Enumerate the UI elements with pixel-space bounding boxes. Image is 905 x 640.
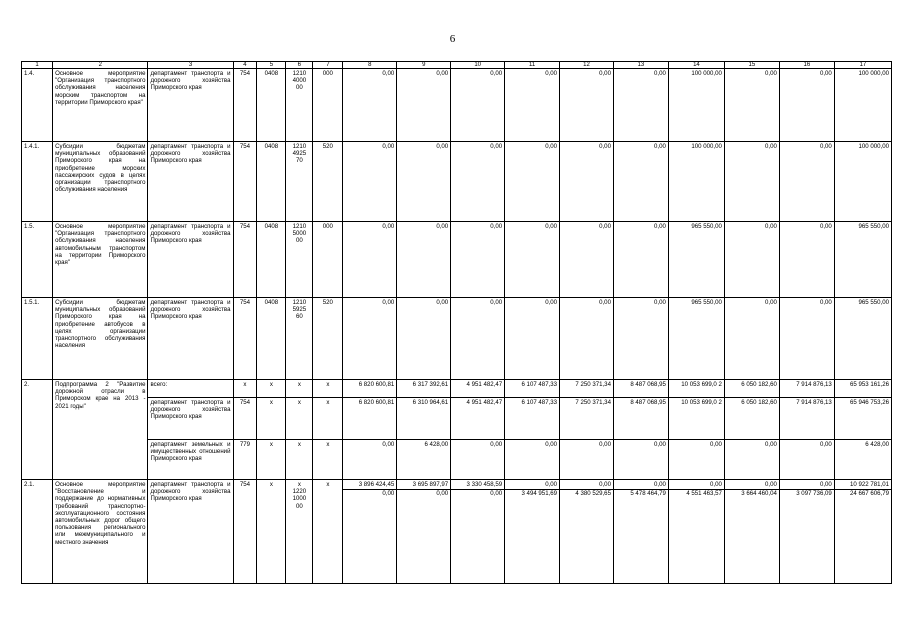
table-cell: 0,00 [451,69,505,142]
table-cell: 6 317 392,61 [397,380,451,398]
table-cell: 6 107 487,33 [505,380,560,398]
table-cell: 0408 [257,298,286,380]
table-cell: 0408 [257,222,286,298]
table-cell: 1210 4000 00 [286,69,313,142]
table-cell: Субсидии бюджетам муниципальных образований Приморского края на приобретение автобусов в целях организации транспортного обслуживания населения [53,298,148,380]
table-row [22,380,892,398]
table-cell: департамент транспорта и дорожного хозяйства Приморского края [148,298,233,380]
table-cell [505,480,560,584]
table-cell [668,480,724,584]
table-cell [779,480,834,584]
col-header: 6 [286,62,313,69]
table-cell: 0,00 [560,142,614,222]
table-cell: департамент земельных и имущественных отношений Приморского края [148,440,233,480]
table-cell: 0,00 [397,222,451,298]
cell-value-lower: 3 494 951,69 [505,489,559,498]
table-cell: 7 914 876,13 [779,380,834,398]
table-cell: 0,00 [560,440,614,480]
table-cell: 6 107 487,33 [505,398,560,440]
table-cell: Подпрограмма 2 "Развитие дорожной отрасли в Приморском крае на 2013 - 2021 годы" [53,380,148,480]
table-cell [343,480,397,584]
table-cell: 100 000,00 [834,69,891,142]
table-cell: 0,00 [613,440,668,480]
table-cell: 965 550,00 [834,298,891,380]
table-cell: 0,00 [343,142,397,222]
table-cell: 754 [233,142,257,222]
cell-value-lower: 3 664 460,04 [725,489,779,498]
table-cell: 0,00 [613,298,668,380]
table-cell: 0,00 [451,142,505,222]
table-cell: 0,00 [779,69,834,142]
table-cell: 8 487 068,95 [613,380,668,398]
cell-value-upper: 0,00 [819,481,832,488]
table-cell: х [286,440,313,480]
table-row [22,480,892,584]
table-cell: 6 050 182,60 [724,380,779,398]
table-cell: 8 487 068,95 [613,398,668,440]
table-cell: Основное мероприятие "Организация транспортного обслуживания населения морским транспортом на территории Приморского края" [53,69,148,142]
table-cell: 7 914 876,13 [779,398,834,440]
col-header: 8 [343,62,397,69]
table-cell: х [257,480,286,584]
table-cell: 0,00 [343,222,397,298]
table-cell: Основное мероприятие "Восстановление и поддержание до нормативных требований транспортно-эксплуатационного состояния автомобильных дорог общего пользования регионального или межмуниципального и местного значения [53,480,148,584]
column-number-row [22,62,892,69]
col-header: 10 [451,62,505,69]
col-header: 4 [233,62,257,69]
table-cell: 0408 [257,142,286,222]
table-cell: департамент транспорта и дорожного хозяйства Приморского края [148,222,233,298]
table-cell: 520 [313,142,343,222]
table-cell: 0,00 [613,142,668,222]
table-cell: х [313,380,343,398]
table-row [22,69,892,142]
col-header: 9 [397,62,451,69]
table-cell: 965 550,00 [668,298,724,380]
table-cell: 0,00 [343,69,397,142]
table-cell: 0,00 [397,142,451,222]
table-cell: 6 050 182,60 [724,398,779,440]
table-cell: 0,00 [397,69,451,142]
page-number: 6 [449,33,456,45]
col-header: 5 [257,62,286,69]
table-cell: 0,00 [505,222,560,298]
table-cell: 4 951 482,47 [451,398,505,440]
table-cell: 0,00 [724,69,779,142]
table-cell: 0,00 [451,298,505,380]
cell-value-lower: 5 478 464,79 [614,489,668,498]
col-header: 14 [668,62,724,69]
table-cell: 7 250 371,34 [560,380,614,398]
col-header: 7 [313,62,343,69]
table-cell: 754 [233,398,257,440]
table-cell: 1210 5925 60 [286,298,313,380]
table-row [22,440,892,480]
table-cell: х [313,480,343,584]
table-cell: 0,00 [343,298,397,380]
table-cell: 100 000,00 [668,69,724,142]
table-cell: 2. [22,380,53,480]
table-cell: 0,00 [560,222,614,298]
table-cell: 0,00 [724,440,779,480]
cell-value-lower: 0,00 [451,489,504,498]
table-cell: 1.4. [22,69,53,142]
table-cell: 0,00 [668,440,724,480]
col-header: 3 [148,62,233,69]
table-cell: 1210 5000 00 [286,222,313,298]
table-cell: 6 428,00 [397,440,451,480]
cell-value-upper: 3 330 458,59 [466,481,503,488]
cell-value-lower: 0,00 [397,489,450,498]
budget-table [21,61,892,584]
table-cell: 0,00 [724,298,779,380]
cell-value-lower: 24 667 606,79 [835,489,891,498]
table-cell: 965 550,00 [834,222,891,298]
table-cell: х [286,380,313,398]
col-header: 12 [560,62,614,69]
cell-value-upper: 0,00 [545,481,558,488]
table-cell: 0,00 [505,298,560,380]
cell-value-upper: 0,00 [654,481,666,488]
table-cell: 1.4.1. [22,142,53,222]
table-cell: 0,00 [397,298,451,380]
table-cell [724,480,779,584]
table-cell: 6 820 600,81 [343,398,397,440]
cell-value-upper: 0,00 [710,481,722,488]
table-cell: х [313,398,343,440]
cell-value-lower: 0,00 [343,489,396,498]
table-cell: департамент транспорта и дорожного хозяйства Приморского края [148,142,233,222]
table-cell: 0,00 [779,440,834,480]
table-row [22,298,892,380]
table-cell: всего: [148,380,233,398]
table-cell: 1.5.1. [22,298,53,380]
table-cell: х [233,380,257,398]
table-cell: 0,00 [779,298,834,380]
table-cell: 0,00 [779,222,834,298]
table-cell [286,480,313,584]
table-cell: х [257,380,286,398]
table-cell: 000 [313,69,343,142]
table-cell: 65 953 161,26 [834,380,891,398]
cell-value-lower: 1220 1000 00 [292,488,307,510]
table-cell: 965 550,00 [668,222,724,298]
cell-value-upper: 10 922 781,01 [850,481,889,488]
table-cell [397,480,451,584]
cell-value-upper: 3 896 424,45 [358,481,395,488]
table-cell: 10 053 699,0 2 [668,398,724,440]
col-header: 13 [613,62,668,69]
table-cell: 0,00 [724,142,779,222]
table-cell: 7 250 371,34 [560,398,614,440]
table-cell: 0,00 [505,69,560,142]
table-cell: 0,00 [343,440,397,480]
table-cell: 754 [233,480,257,584]
table-cell: 0,00 [505,440,560,480]
table-cell: 0,00 [779,142,834,222]
table-cell: 6 820 600,81 [343,380,397,398]
table-cell: департамент транспорта и дорожного хозяйства Приморского края [148,69,233,142]
table-cell: 100 000,00 [668,142,724,222]
col-header: 16 [779,62,834,69]
table-cell: 0,00 [724,222,779,298]
col-header: 11 [505,62,560,69]
table-cell: 10 053 699,0 2 [668,380,724,398]
col-header: 1 [22,62,53,69]
col-header: 2 [53,62,148,69]
table-cell: х [257,398,286,440]
table-cell: 4 951 482,47 [451,380,505,398]
table-cell: 6 310 964,61 [397,398,451,440]
table-cell: 65 946 753,26 [834,398,891,440]
table-cell: 6 428,00 [834,440,891,480]
table-cell: 000 [313,222,343,298]
table-cell: 0,00 [505,142,560,222]
table-cell: 0,00 [560,298,614,380]
cell-value-lower: 4 551 463,57 [669,489,724,498]
table-cell: Субсидии бюджетам муниципальных образований Приморского края на приобретение морских пассажирских судов в целях организации транспортного обслуживания населения [53,142,148,222]
table-cell [560,480,614,584]
table-cell: департамент транспорта и дорожного хозяйства Приморского края [148,480,233,584]
table-row [22,142,892,222]
table-cell: х [313,440,343,480]
table-cell: Основное мероприятие "Организация транспортного обслуживания населения автомобильным транспортом на территории Приморского края" [53,222,148,298]
table-cell: 754 [233,222,257,298]
cell-value-upper: 3 695 897,97 [412,481,449,488]
table-cell: 100 000,00 [834,142,891,222]
table-cell: 754 [233,69,257,142]
table-cell: 0,00 [613,222,668,298]
table-cell: 0,00 [451,222,505,298]
table-cell: 1.5. [22,222,53,298]
table-cell: х [257,440,286,480]
table-cell [834,480,891,584]
cell-value-upper: 0,00 [764,481,777,488]
table-cell [451,480,505,584]
table-row [22,398,892,440]
table-cell: 779 [233,440,257,480]
cell-value-upper: х [297,481,301,488]
table-cell: 1210 4925 70 [286,142,313,222]
table-cell: 0,00 [560,69,614,142]
table-cell: 0,00 [451,440,505,480]
table-cell: департамент транспорта и дорожного хозяйства Приморского края [148,398,233,440]
cell-value-upper: 0,00 [599,481,611,488]
col-header: 15 [724,62,779,69]
col-header: 17 [834,62,891,69]
table-cell: х [286,398,313,440]
cell-value-lower: 3 097 736,09 [780,489,834,498]
table-row [22,222,892,298]
table-cell: 754 [233,298,257,380]
cell-value-lower: 4 380 529,65 [560,489,613,498]
table-cell: 2.1. [22,480,53,584]
table-cell: 0,00 [613,69,668,142]
table-cell: 520 [313,298,343,380]
table-cell [613,480,668,584]
table-cell: 0408 [257,69,286,142]
